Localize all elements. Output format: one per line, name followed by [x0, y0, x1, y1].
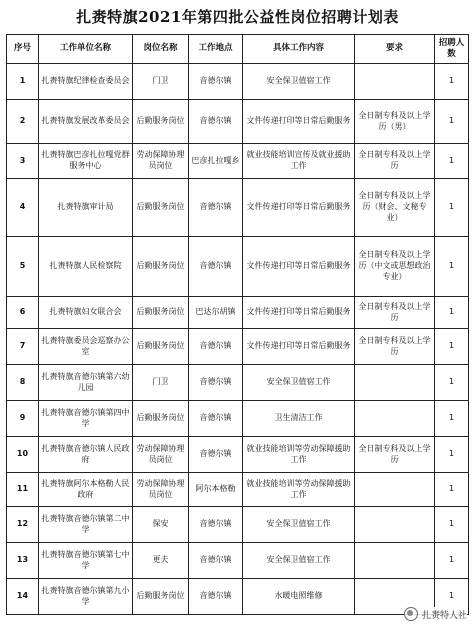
cell-requirements: 全日制专科及以上学历 [355, 144, 435, 179]
cell-duties: 就业技能培训等劳动保障援助工作 [243, 437, 355, 473]
cell-duties: 安全保卫值宿工作 [243, 507, 355, 543]
wechat-account-icon [404, 607, 418, 621]
table-row [7, 100, 469, 144]
document-title: 扎赉特旗2021年第四批公益性岗位招聘计划表 [76, 8, 399, 26]
cell-count: 1 [435, 579, 469, 615]
cell-location: 音德尔镇 [189, 365, 243, 401]
table-row [7, 179, 469, 237]
cell-duties: 卫生清洁工作 [243, 401, 355, 437]
cell-location: 音德尔镇 [189, 507, 243, 543]
cell-count: 1 [435, 401, 469, 437]
cell-post: 后勤服务岗位 [133, 329, 189, 365]
cell-duties: 安全保卫值宿工作 [243, 64, 355, 100]
cell-unit: 扎赉特旗音德尔镇第六幼儿园 [39, 365, 133, 401]
header-location: 工作地点 [189, 35, 243, 64]
cell-seq: 5 [7, 237, 39, 297]
table-row [7, 144, 469, 179]
cell-unit: 扎赉特旗发展改革委员会 [39, 100, 133, 144]
cell-count: 1 [435, 237, 469, 297]
header-unit: 工作单位名称 [39, 35, 133, 64]
cell-post: 更夫 [133, 543, 189, 579]
cell-seq: 10 [7, 437, 39, 473]
cell-post: 门卫 [133, 64, 189, 100]
cell-unit: 扎赉特旗音德尔镇人民政府 [39, 437, 133, 473]
table-row [7, 401, 469, 437]
table-row [7, 507, 469, 543]
cell-post: 后勤服务岗位 [133, 237, 189, 297]
cell-duties: 文件传递打印等日常后勤服务 [243, 100, 355, 144]
cell-location: 音德尔镇 [189, 437, 243, 473]
cell-seq: 8 [7, 365, 39, 401]
header-count: 招聘人数 [435, 35, 469, 64]
cell-seq: 12 [7, 507, 39, 543]
cell-unit: 扎赉特旗音德尔镇第二中学 [39, 507, 133, 543]
table-row [7, 437, 469, 473]
cell-duties: 文件传递打印等日常后勤服务 [243, 297, 355, 329]
cell-duties: 安全保卫值宿工作 [243, 365, 355, 401]
cell-seq: 9 [7, 401, 39, 437]
cell-unit: 扎赉特旗委员会巡察办公室 [39, 329, 133, 365]
cell-location: 巴彦扎拉嘎乡 [189, 144, 243, 179]
cell-requirements: 全日制专科及以上学历（财会、文秘专业） [355, 179, 435, 237]
cell-unit: 扎赉特旗音德尔镇第九小学 [39, 579, 133, 615]
cell-requirements [355, 473, 435, 507]
cell-location: 巴达尔胡镇 [189, 297, 243, 329]
table-header-row [7, 35, 469, 64]
cell-count: 1 [435, 543, 469, 579]
cell-location: 音德尔镇 [189, 401, 243, 437]
cell-requirements: 全日制专科及以上学历（中文或思想政治专业） [355, 237, 435, 297]
cell-duties: 水暖电照维修 [243, 579, 355, 615]
cell-location: 音德尔镇 [189, 64, 243, 100]
cell-unit: 扎赉特旗阿尔本格勒人民政府 [39, 473, 133, 507]
cell-location: 阿尔本格勒 [189, 473, 243, 507]
cell-unit: 扎赉特旗妇女联合会 [39, 297, 133, 329]
cell-post: 后勤服务岗位 [133, 100, 189, 144]
watermark [404, 607, 467, 621]
table-row [7, 237, 469, 297]
cell-post: 劳动保障协理员岗位 [133, 144, 189, 179]
cell-unit: 扎赉特旗人民检察院 [39, 237, 133, 297]
cell-count: 1 [435, 297, 469, 329]
table-row [7, 329, 469, 365]
cell-unit: 扎赉特旗音德尔镇第四中学 [39, 401, 133, 437]
cell-duties: 安全保卫值宿工作 [243, 543, 355, 579]
cell-post: 后勤服务岗位 [133, 401, 189, 437]
cell-location: 音德尔镇 [189, 179, 243, 237]
cell-seq: 4 [7, 179, 39, 237]
cell-duties: 文件传递打印等日常后勤服务 [243, 237, 355, 297]
cell-requirements [355, 365, 435, 401]
header-duties: 具体工作内容 [243, 35, 355, 64]
cell-location: 音德尔镇 [189, 329, 243, 365]
header-seq: 序号 [7, 35, 39, 64]
cell-seq: 7 [7, 329, 39, 365]
cell-duties: 文件传递打印等日常后勤服务 [243, 329, 355, 365]
cell-seq: 6 [7, 297, 39, 329]
cell-location: 音德尔镇 [189, 100, 243, 144]
table-row [7, 64, 469, 100]
table-row [7, 297, 469, 329]
cell-seq: 2 [7, 100, 39, 144]
cell-duties: 就业技能培训等劳动保障援助工作 [243, 473, 355, 507]
table-row [7, 473, 469, 507]
cell-unit: 扎赉特旗音德尔镇第七中学 [39, 543, 133, 579]
cell-requirements: 全日制专科及以上学历 [355, 297, 435, 329]
cell-count: 1 [435, 507, 469, 543]
cell-post: 劳动保障协理员岗位 [133, 473, 189, 507]
watermark-text: 扎赉特人社 [421, 610, 467, 621]
cell-count: 1 [435, 144, 469, 179]
cell-unit: 扎赉特旗纪律检查委员会 [39, 64, 133, 100]
cell-unit: 扎赉特旗巴彦扎拉嘎党群服务中心 [39, 144, 133, 179]
cell-count: 1 [435, 100, 469, 144]
cell-location: 音德尔镇 [189, 237, 243, 297]
cell-requirements [355, 64, 435, 100]
cell-unit: 扎赉特旗审计局 [39, 179, 133, 237]
cell-post: 劳动保障协理员岗位 [133, 437, 189, 473]
cell-post: 后勤服务岗位 [133, 179, 189, 237]
cell-post: 门卫 [133, 365, 189, 401]
header-requirements: 要求 [355, 35, 435, 64]
cell-location: 音德尔镇 [189, 543, 243, 579]
cell-post: 后勤服务岗位 [133, 297, 189, 329]
cell-seq: 13 [7, 543, 39, 579]
cell-location: 音德尔镇 [189, 579, 243, 615]
cell-post: 保安 [133, 507, 189, 543]
cell-requirements [355, 507, 435, 543]
recruitment-plan-table [6, 34, 469, 615]
cell-count: 1 [435, 179, 469, 237]
table-row [7, 579, 469, 615]
cell-count: 1 [435, 473, 469, 507]
cell-requirements [355, 401, 435, 437]
cell-seq: 11 [7, 473, 39, 507]
cell-post: 后勤服务岗位 [133, 579, 189, 615]
cell-requirements: 全日制专科及以上学历 [355, 437, 435, 473]
cell-duties: 文件传递打印等日常后勤服务 [243, 179, 355, 237]
table-row [7, 543, 469, 579]
cell-count: 1 [435, 365, 469, 401]
cell-requirements [355, 543, 435, 579]
cell-count: 1 [435, 64, 469, 100]
table-row [7, 365, 469, 401]
cell-requirements: 全日制专科及以上学历 [355, 329, 435, 365]
cell-seq: 3 [7, 144, 39, 179]
cell-seq: 14 [7, 579, 39, 615]
cell-count: 1 [435, 437, 469, 473]
header-post: 岗位名称 [133, 35, 189, 64]
cell-seq: 1 [7, 64, 39, 100]
cell-duties: 就业技能培训宣传及就业援助工作 [243, 144, 355, 179]
cell-count: 1 [435, 329, 469, 365]
cell-requirements: 全日制专科及以上学历（男） [355, 100, 435, 144]
